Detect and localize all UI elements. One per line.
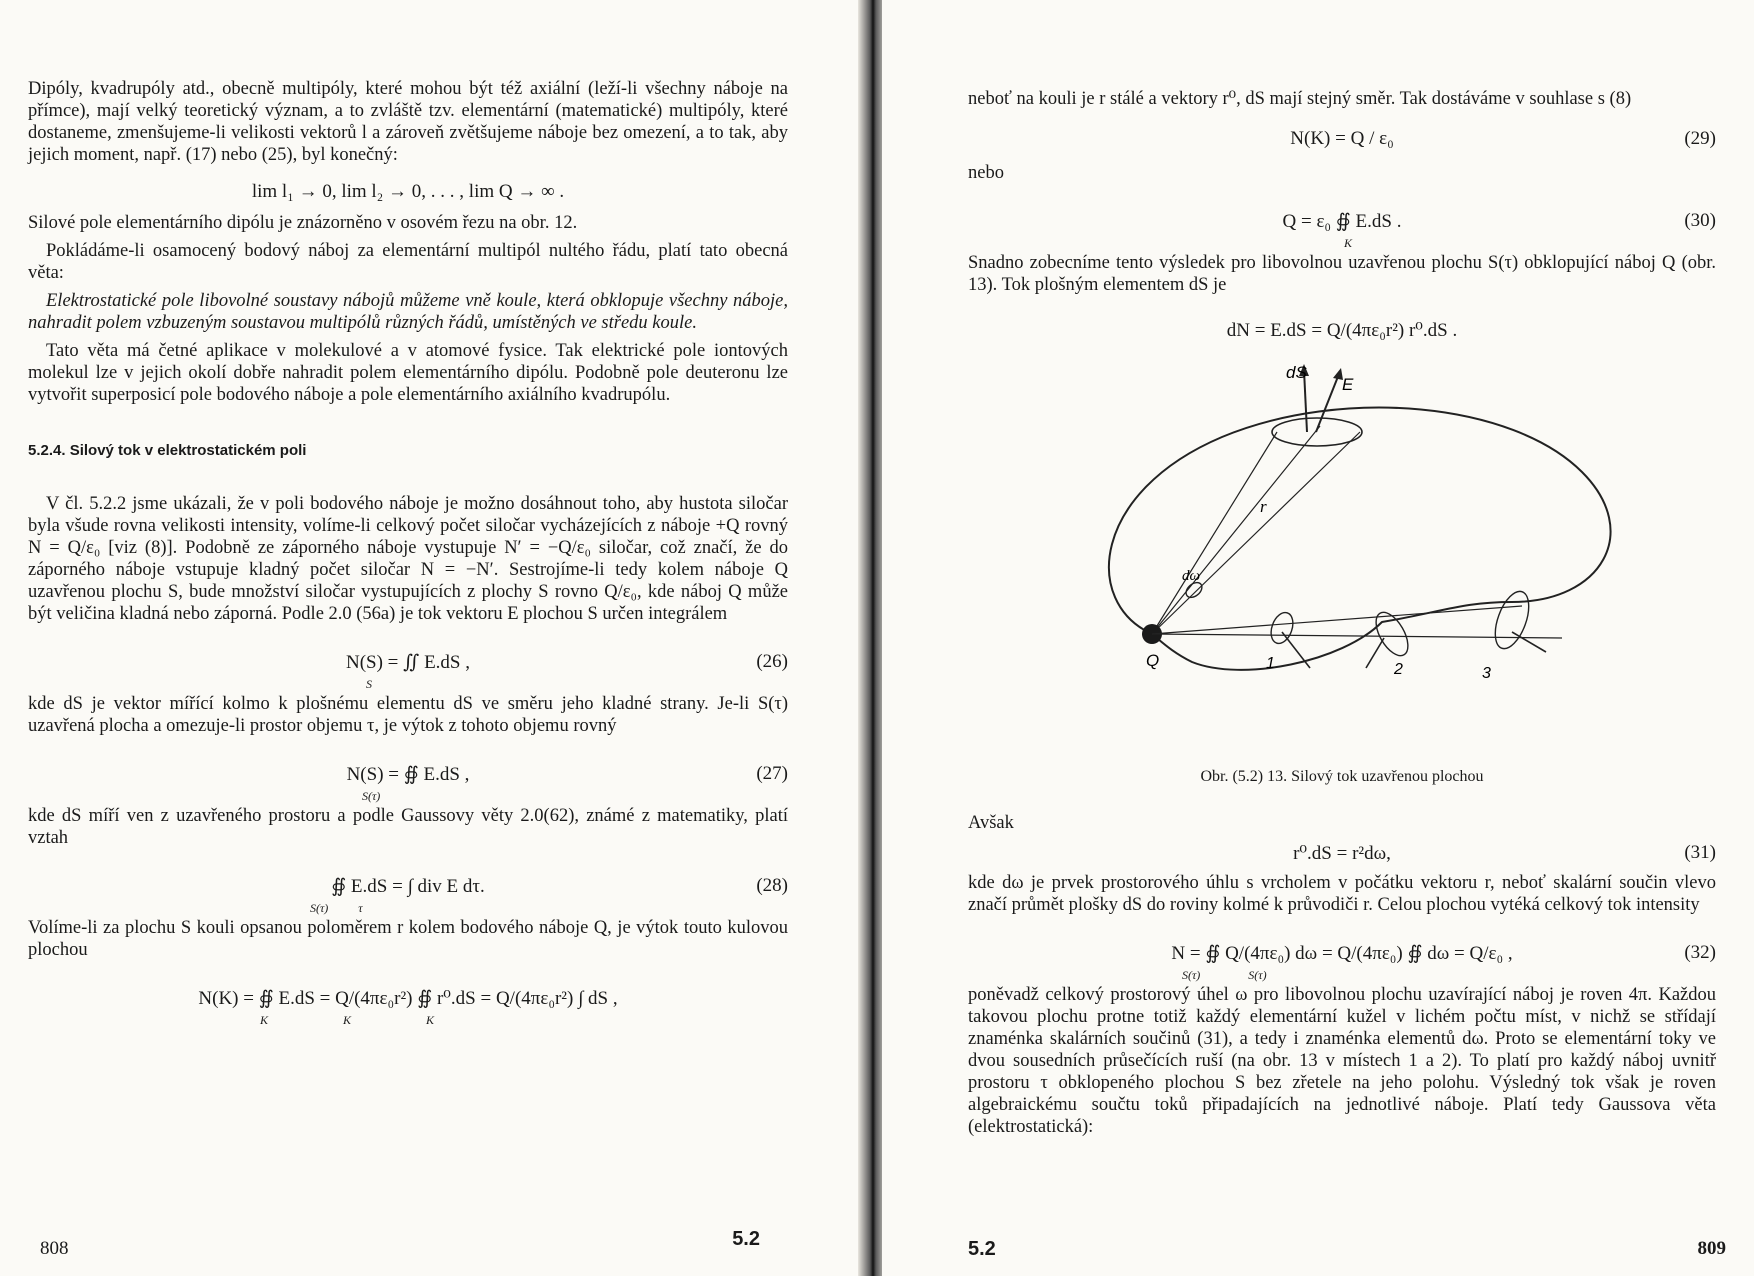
label-e: E — [1342, 375, 1354, 394]
intersection-3 — [1489, 587, 1536, 653]
equation-27-sub: S(τ) — [362, 789, 381, 803]
left-column — [28, 78, 788, 1029]
label-domega: dω — [1182, 568, 1201, 584]
closed-surface-outline — [1109, 408, 1611, 670]
paragraph-applications: Tato věta má četné aplikace v molekulové a v atomové fysice. Tak elektrické pole iontových molekul lze v jejich okolí dobře nahradit polem elementárního dipólu. Podobně pole deuteronu lze vytvořit superposicí pole bodového náboje a pole elementárního axiálního kvadrupólu. — [28, 341, 788, 405]
ray-upper — [1152, 606, 1522, 634]
equation-31 — [968, 840, 1716, 866]
cone-line-right — [1152, 432, 1360, 634]
equation-27-number: (27) — [756, 763, 788, 784]
equation-30-sub: K — [1344, 236, 1353, 250]
equation-26 — [28, 631, 788, 693]
page-number-left: 808 — [40, 1238, 69, 1259]
paragraph-gauss-law: poněvadž celkový prostorový úhel ω pro libovolnou plochu uzavírající náboj je roven 4π. Každou takovou plochu protne totiž každý elementární kužel v lichém počtu míst, v nichž se střídají znaménka skalárních součinů (31), a tedy i znaménka elementů dω. Proto se elementární toky ve dvou sousedních průsečících ruší (na obr. 13 v místech 1 a 2). To platí pro každý náboj uvnitř prostoru τ obklopeného plochou S bez zřetele na jeho polohu. Výsledný tok však je roven algebraickému součtu toků připadajících na jednotlivé náboje. Platí tedy Gaussova věta (elektrostatická): — [968, 985, 1716, 1137]
equation-27 — [28, 743, 788, 805]
equation-26-text: N(S) = ∬ E.dS , — [345, 651, 470, 673]
label-r: r — [1260, 497, 1267, 516]
paragraph-solid-angle: kde dω je prvek prostorového úhlu s vrcholem v počátku vektoru r, neboť skalární součin vlevo značí průmět plošky dS do roviny kolmé k průvodiči r. Celou plochou vytéká celkový tok intensity — [968, 873, 1716, 915]
label-2: 2 — [1394, 661, 1403, 678]
right-column — [968, 88, 1716, 1144]
paragraph-nebo: nebo — [968, 163, 1004, 183]
equation-32-sub: S(τ) S(τ) — [1182, 968, 1267, 982]
paragraph-point-charge: Pokládáme-li osamocený bodový náboj za elementární multipól nultého řádu, platí tato obecná věta: — [28, 241, 788, 283]
flux-diagram — [1042, 362, 1642, 762]
equation-30-number: (30) — [1684, 210, 1716, 231]
paragraph-vector-ds: kde dS je vektor mířící kolmo k plošnému elementu dS ve směru jeho kladné strany. Je-li S(τ) uzavřená plocha a omezuje-li prostor objemu τ, je výtok z tohoto objemu rovný — [28, 694, 788, 736]
figure-flux-surface — [1042, 362, 1642, 762]
equation-27-text: N(S) = ∯ E.dS , — [346, 763, 470, 785]
paragraph-sphere-result: neboť na kouli je r stálé a vektory r⁰, dS mají stejný směr. Tak dostáváme v souhlase s (8) — [968, 89, 1632, 109]
label-q: Q — [1146, 651, 1160, 670]
paragraph-field-lines: V čl. 5.2.2 jsme ukázali, že v poli bodového náboje je možno dosáhnout toho, aby hustota siločar byla všude rovna velikosti intensity, volíme-li celkový počet siločar vycházejících z náboje +Q rovný N = Q/ε₀ [viz (8)]. Podobně ze záporného náboje vystupuje N′ = −Q/ε₀ siločar, což značí, že do záporného náboje vstupuje kladný počet siločar N = −N′. Sestrojíme-li tedy kolem náboje Q uzavřenou plochu S, bude množství siločar vystupujících z plochy S rovno Q/ε₀, kde náboj Q může být veličina kladná nebo záporná. Podle 2.0 (56a) je tok vektoru E plochou S určen integrálem — [28, 494, 788, 624]
equation-32-number: (32) — [1684, 942, 1716, 963]
equation-28-text: ∯ E.dS = ∫ div E dτ. — [331, 875, 485, 897]
section-heading: 5.2.4. Silový tok v elektrostatickém poli — [28, 442, 307, 459]
right-page — [882, 0, 1754, 1276]
paragraph-avsak: Avšak — [968, 813, 1014, 833]
equation-31-number: (31) — [1684, 842, 1716, 863]
equation-dN — [968, 302, 1716, 358]
equation-32 — [968, 922, 1716, 984]
label-3: 3 — [1482, 665, 1491, 682]
equation-28-number: (28) — [756, 875, 788, 896]
paragraph-multipoles: Dipóly, kvadrupóly atd., obecně multipóly, které mohou být též axiální (leží-li všechny náboje na přímce), mají velký teoretický význam, a to zvláště tzv. elementární (matematické) multipóly, které dostaneme, zmenšujeme-li velikosti vektorů l a zároveň zvětšujeme náboje bez omezení, a to tak, aby jejich moment, např. (17) nebo (25), byl konečný: — [28, 79, 788, 165]
equation-26-number: (26) — [756, 651, 788, 672]
cone-line-left — [1152, 432, 1277, 634]
equation-sphere-flux-text: N(K) = ∯ E.dS = Q/(4πε₀r²) ∯ r⁰.dS = Q/(4πε₀r²) ∫ dS , — [198, 987, 618, 1009]
e-vector — [1316, 374, 1339, 432]
equation-30 — [968, 190, 1716, 252]
equation-31-text: r⁰.dS = r²dω, — [1293, 842, 1391, 864]
paragraph-generalize: Snadno zobecníme tento výsledek pro libovolnou uzavřenou plochu S(τ) obklopující náboj Q (obr. 13). Tok plošným elementem dS je — [968, 253, 1716, 295]
equation-32-text: N = ∯ Q/(4πε₀) dω = Q/(4πε₀) ∯ dω = Q/ε₀ , — [1171, 942, 1513, 964]
paragraph-dipole-field: Silové pole elementárního dipólu je znázorněno v osovém řezu na obr. 12. — [28, 213, 578, 233]
equation-sphere-flux — [28, 967, 788, 1029]
ray-lower — [1152, 634, 1562, 638]
paragraph-gauss-math: kde dS míří ven z uzavřeného prostoru a podle Gaussovy věty 2.0(62), známé z matematiky, platí vztah — [28, 806, 788, 848]
figure-caption: Obr. (5.2) 13. Silový tok uzavřenou plochou — [1200, 768, 1484, 785]
paragraph-sphere: Volíme-li za plochu S kouli opsanou poloměrem r kolem bodového náboje Q, je výtok touto kulovou plochou — [28, 918, 788, 960]
radius-vector — [1152, 426, 1320, 634]
equation-limit — [28, 172, 788, 212]
equation-dN-text: dN = E.dS = Q/(4πε₀r²) r⁰.dS . — [1226, 319, 1458, 341]
normal-2 — [1366, 638, 1384, 668]
equation-29-text: N(K) = Q / ε₀ — [1290, 128, 1394, 149]
equation-28 — [28, 855, 788, 917]
equation-28-sub: S(τ) τ — [310, 901, 363, 915]
equation-sphere-flux-sub: K K K — [260, 1013, 435, 1027]
label-ds: dS — [1286, 363, 1307, 382]
equation-26-sub: S — [366, 677, 372, 691]
label-1: 1 — [1266, 655, 1275, 672]
equation-29 — [968, 116, 1716, 162]
page-number-right: 809 — [1697, 1238, 1726, 1259]
paragraph-theorem: Elektrostatické pole libovolné soustavy nábojů můžeme vně koule, která obklopuje všechny náboje, nahradit polem vzbuzeným soustavou multipólů různých řádů, umístěných ve středu koule. — [28, 291, 788, 333]
equation-29-number: (29) — [1684, 128, 1716, 149]
equation-limit-text: lim l₁ → 0, lim l₂ → 0, . . . , lim Q → ∞ . — [251, 181, 565, 202]
section-mark-right: 5.2 — [968, 1238, 996, 1260]
section-mark-left: 5.2 — [732, 1228, 760, 1250]
intersection-1 — [1267, 610, 1297, 647]
normal-3 — [1512, 632, 1546, 652]
left-page — [0, 0, 868, 1276]
equation-30-text: Q = ε₀ ∯ E.dS . — [1282, 210, 1402, 232]
